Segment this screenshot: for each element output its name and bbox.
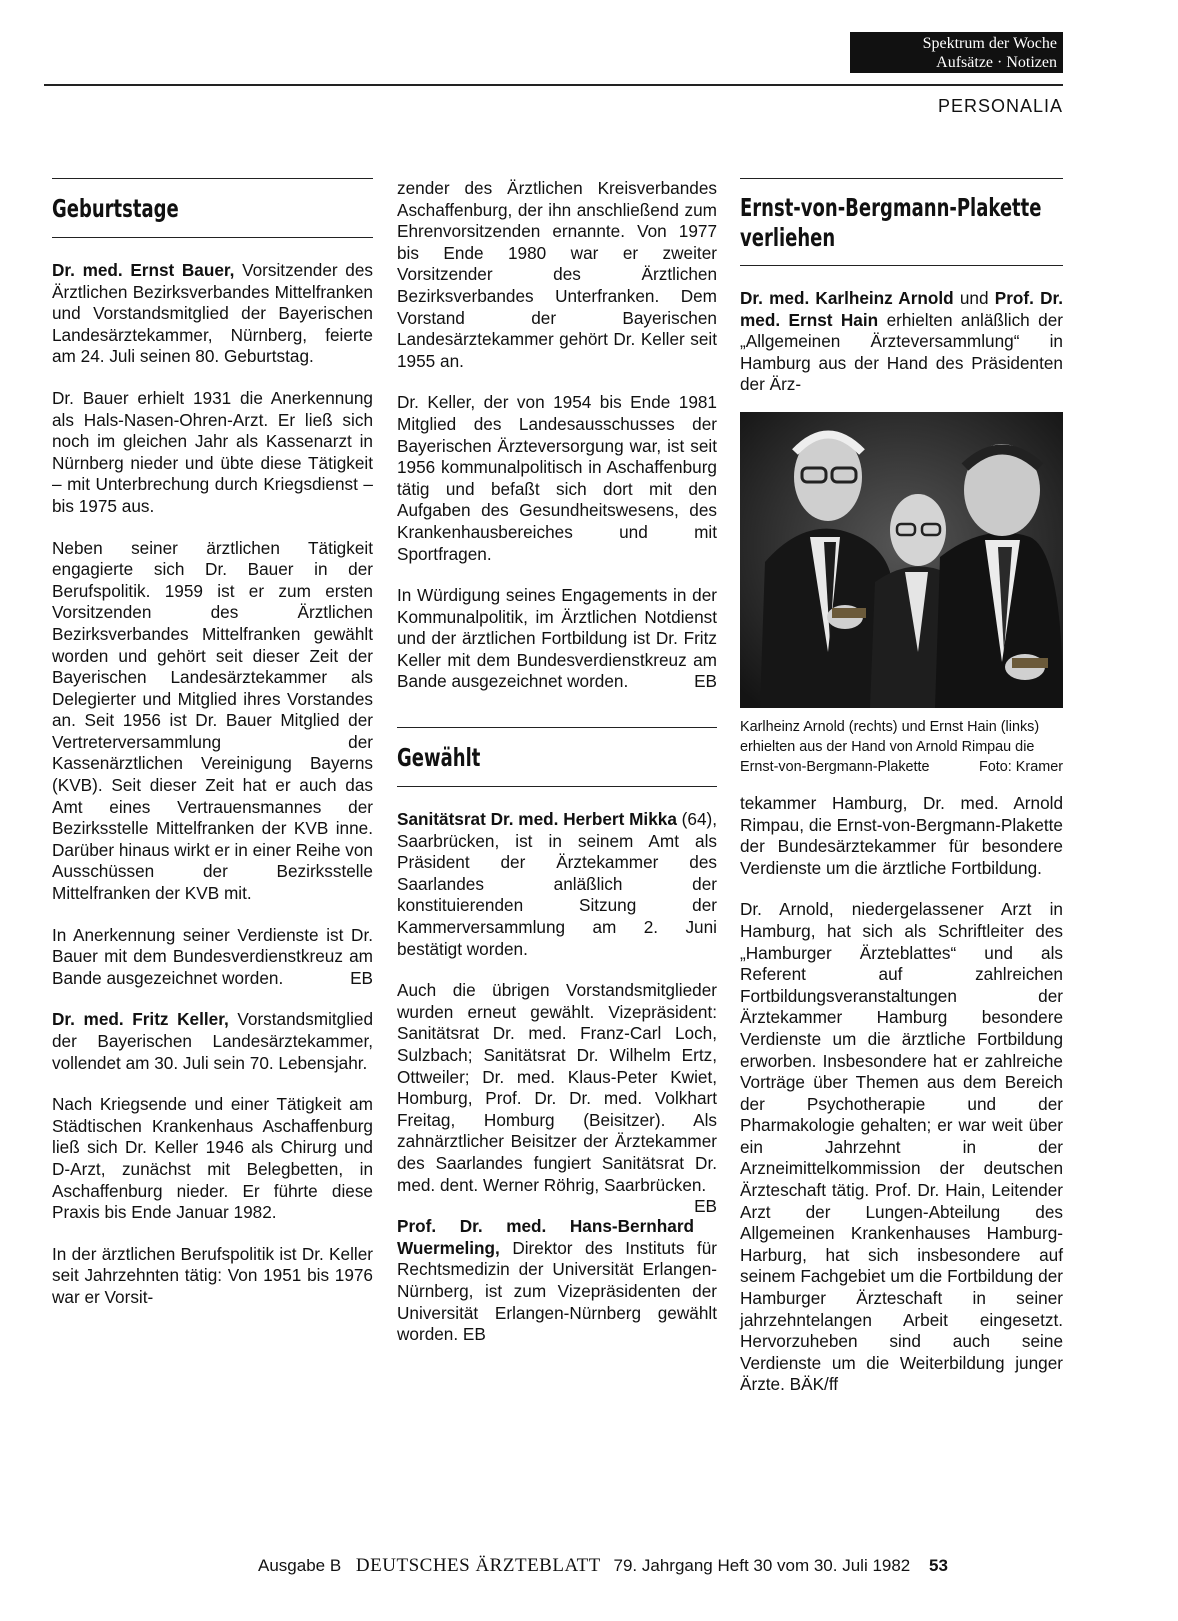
heading-rule-bottom [397, 786, 717, 787]
heading-rule-top [52, 178, 373, 179]
paragraph: Sanitätsrat Dr. med. Herbert Mikka (64), Saarbrücken, ist in seinem Amt als Präsident der Ärztekammer des Saarlandes anläßlich der konstituierenden Sitzung der Kammerversammlung am 2. Juni bestätigt worden. [397, 809, 718, 959]
person-name: Prof. Dr. med. Hans-Bernhard Wuermeling, [397, 1216, 695, 1258]
paragraph: Dr. med. Karlheinz Arnold und Prof. Dr. med. Ernst Hain erhielten anläßlich der „Allgemeinen Ärzteversammlung“ in Hamburg aus der Hand des Präsidenten der Ärz- [740, 288, 1063, 395]
paragraph: Dr. med. Fritz Keller, Vorstandsmitglied der Bayerischen Landesärztekammer, vollendet am 30. Juli sein 70. Lebensjahr. [52, 1009, 373, 1073]
author-signature: EB [350, 967, 373, 988]
footer-issue: 79. Jahrgang Heft 30 vom 30. Juli 1982 [613, 1556, 911, 1575]
column-3 [740, 178, 1063, 1396]
paragraph: In der ärztlichen Berufspolitik ist Dr. Keller seit Jahrzehnten tätig: Von 1951 bis 1976 war er Vorsit- [52, 1243, 373, 1307]
paragraph: Dr. Keller, der von 1954 bis Ende 1981 Mitglied des Landesausschusses der Bayerischen Ärzteversorgung war, ist seit 1956 kommunalpolitisch in Aschaffenburg tätig und befaßt sich dort mit den Aufgaben des Gesundheitswesens, des Krankenhausbereiches und mit Sportfragen. [397, 392, 717, 564]
column-2 [397, 178, 717, 1346]
author-signature: EB [694, 671, 717, 692]
paragraph: zender des Ärztlichen Kreisverbandes Aschaffenburg, der ihn anschließend zum Ehrenvorsitzenden ernannte. Von 1977 bis Ende 1980 war er zweiter Vorsitzender des Ärztlichen Bezirksverbandes Unterfranken. Dem Vorstand der Bayerischen Landesärztekammer gehört Dr. Keller seit 1955 an. [397, 178, 717, 371]
section-tag-line1: Spektrum der Woche [922, 35, 1057, 52]
person-name: Sanitätsrat Dr. med. Herbert Mikka [397, 809, 677, 830]
paragraph: tekammer Hamburg, Dr. med. Arnold Rimpau, die Ernst-von-Bergmann-Plakette der Bundesärztekammer für besondere Verdienste um die ärztliche Fortbildung. [740, 792, 1063, 878]
section-title: PERSONALIA [937, 96, 1063, 116]
paragraph: Nach Kriegsende und einer Tätigkeit am Städtischen Krankenhaus Aschaffenburg ließ sich Dr. Keller 1946 als Chirurg und D-Arzt, zunächst mit Belegbetten, in Aschaffenburg nieder. Er führte diese Praxis bis Ende Januar 1982. [52, 1094, 373, 1223]
heading-geburtstage: Geburtstage [52, 194, 179, 223]
paragraph: In Anerkennung seiner Verdienste ist Dr. Bauer mit dem Bundesverdienstkreuz am Bande ausgezeichnet worden. EB [52, 924, 373, 988]
section-tag-line2: Aufsätze · Notizen [936, 54, 1057, 71]
person-name: Dr. med. Fritz Keller, [52, 1009, 229, 1030]
column-1 [52, 178, 373, 1309]
award-photo-illustration [740, 412, 1063, 708]
heading-rule-top [740, 178, 1063, 179]
award-photo [740, 412, 1063, 708]
footer-edition: Ausgabe B [258, 1556, 342, 1575]
paragraph: Auch die übrigen Vorstandsmitglieder wurden erneut gewählt. Vizepräsident: Sanitätsrat Dr. med. Franz-Carl Loch, Sulzbach; Sanitätsrat Dr. Wilhelm Ertz, Ottweiler; Dr. med. Klaus-Peter Kwiet, Homburg, Prof. Dr. Dr. med. Volkhart Freitag, Homburg (Beisitzer). Als zahnärztlicher Beisitzer der Ärztekammer des Saarlandes fungiert Sanitätsrat Dr. med. dent. Werner Röhrig, Saarbrücken. EB [397, 980, 717, 1217]
author-signature: EB [694, 1196, 717, 1217]
paragraph: Dr. Bauer erhielt 1931 die Anerkennung als Hals-Nasen-Ohren-Arzt. Er ließ sich noch im gleichen Jahr als Kassenarzt in Nürnberg nieder und übte diese Tätigkeit – mit Unterbrechung durch Kriegsdienst – bis 1975 aus. [52, 387, 373, 516]
heading-gewaehlt: Gewählt [397, 743, 481, 773]
heading-rule-top [397, 727, 717, 728]
heading-bergmann-plakette: Ernst-von-Bergmann-Plakette verliehen [740, 193, 1042, 252]
top-rule [44, 84, 1063, 86]
paragraph: In Würdigung seines Engagements in der Kommunalpolitik, im Ärztlichen Notdienst und der ärztlichen Fortbildung ist Dr. Fritz Keller mit dem Bundesverdienstkreuz am Bande ausgezeichnet worden. EB [397, 585, 717, 692]
paragraph: Dr. med. Ernst Bauer, Vorsitzender des Ärztlichen Bezirksverbandes Mittelfranken und Vorstandsmitglied der Bayerischen Landesärztekammer, Nürnberg, feierte am 24. Juli seinen 80. Geburtstag. [52, 260, 373, 367]
footer-magazine: DEUTSCHES ÄRZTEBLATT [355, 1555, 601, 1576]
paragraph: Dr. Arnold, niedergelassener Arzt in Hamburg, hat sich als Schriftleiter des „Hamburger Ärzteblattes“ und als Referent auf zahlreichen Fortbildungsveranstaltungen der Ärztekammer Hamburg besondere Verdienste um die ärztliche Fortbildung erworben. Insbesondere hat er zahlreiche Vorträge über Themen aus dem Bereich der Psychotherapie und der Pharmakologie gehalten; er war weit über ein Jahrzehnt in der Arzneimittelkommission der deutschen Ärzteschaft tätig. Prof. Dr. Hain, Leitender Arzt der Lungen-Abteilung des Allgemeinen Krankenhauses Hamburg-Harburg, hat sich insbesondere auf seinem Fachgebiet um die Fortbildung der Hamburger Ärzteschaft in seiner jahrzehntelangen Arbeit eingesetzt. Hervorzuheben sind auch seine Verdienste um die Weiterbildung junger Ärzte. BÄK/ff [740, 899, 1063, 1395]
photo-caption: Karlheinz Arnold (rechts) und Ernst Hain (links) erhielten aus der Hand von Arnold Rimpau die Ernst-von-Bergmann-Plakette Foto: Kramer [740, 718, 1063, 775]
paragraph: Neben seiner ärztlichen Tätigkeit engagierte sich Dr. Bauer in der Berufspolitik. 1959 ist er zum ersten Vorsitzenden des Ärztlichen Bezirksverbandes Mittelfranken gewählt worden und gehört seit dieser Zeit der Bayerischen Landesärztekammer als Delegierter und Mitglied ihres Vorstandes an. Seit 1956 ist Dr. Bauer Mitglied der Vertreterversammlung der Kassenärztlichen Vereinigung Bayerns (KVB). Seit dieser Zeit hat er auch das Amt eines Vertrauensmannes der Bezirksstelle Mittelfranken der KVB inne. Darüber hinaus wirkt er in einer Reihe von Ausschüssen der Bezirksstelle Mittelfranken der KVB mit. [52, 537, 373, 904]
paragraph: Prof. Dr. med. Hans-Bernhard Wuermeling, Direktor des Instituts für Rechtsmedizin der Universität Erlangen-Nürnberg, ist zum Vizepräsidenten der Universität Erlangen-Nürnberg gewählt worden. EB [397, 1216, 717, 1345]
page-number: 53 [929, 1556, 948, 1575]
person-name: Prof. Dr. med. Ernst Hain [740, 288, 1063, 330]
heading-rule-bottom [740, 265, 1063, 266]
heading-rule-bottom [52, 237, 373, 238]
photo-credit: Foto: Kramer [979, 758, 1063, 775]
page-footer [258, 1555, 948, 1577]
person-name: Dr. med. Ernst Bauer, [52, 260, 235, 280]
section-tag [850, 32, 1063, 73]
person-name: Dr. med. Karlheinz Arnold [740, 288, 954, 308]
